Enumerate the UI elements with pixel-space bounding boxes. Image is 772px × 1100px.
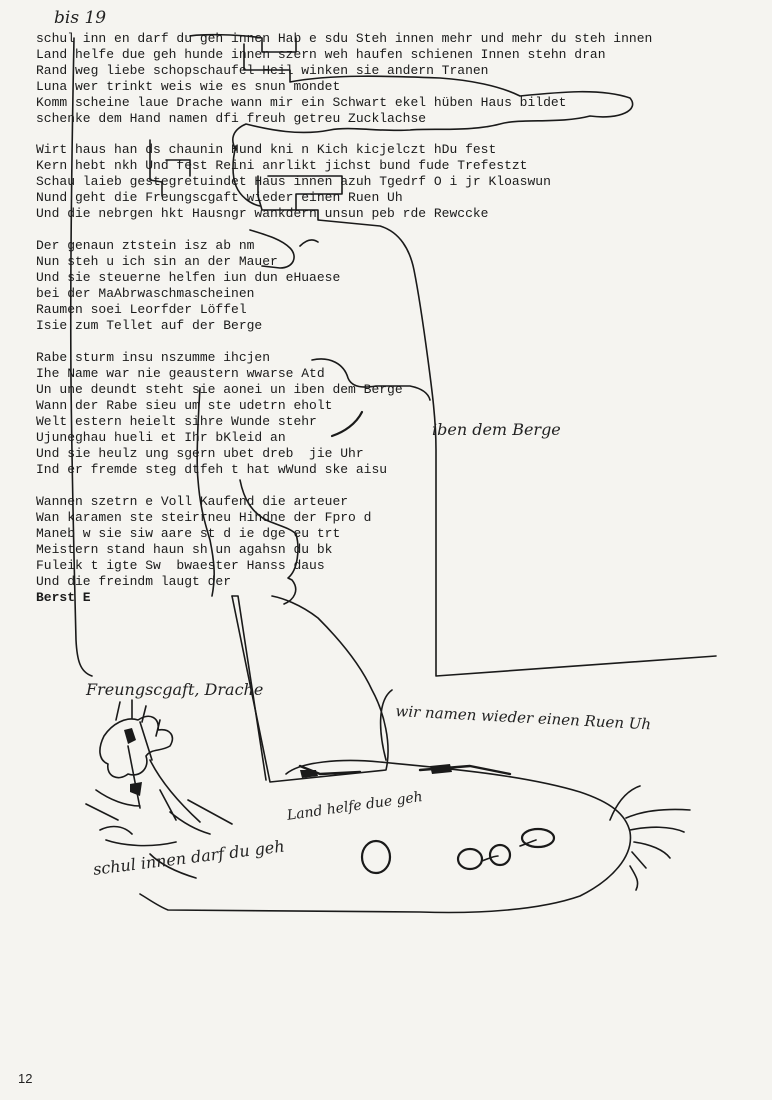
fish-body (140, 761, 630, 913)
ring-shape (522, 829, 554, 847)
poem-line: Rabe sturm insu nszumme ihcjen (36, 350, 271, 365)
poem-line: Wirt haus han ds chaunin Hund kni n Kich kicjelczt hDu fest (36, 142, 497, 157)
poem-line: Fuleik t igte Sw bwaester Hanss daus (36, 558, 325, 573)
poem-line: Rand weg liebe schopschaufel Heil winken sie andern Tranen (36, 63, 489, 78)
poem-line: Komm scheine laue Drache wann mir ein Schwart ekel hüben Haus bildet (36, 95, 567, 110)
poem-line: Wannen szetrn e Voll Kaufend die arteuer (36, 494, 349, 509)
poem-line: Ihe Name war nie geaustern wwarse Atd (36, 366, 325, 381)
poem-line: Welt estern heielt sihre Wunde stehr (36, 414, 317, 429)
hull-inner-stroke (381, 690, 392, 760)
dragon-fill-mark (124, 728, 136, 744)
stanza-4 (36, 350, 403, 478)
note-wir-namen: wir namen wieder einen Ruen Uh (395, 702, 652, 734)
dragon-spikes (86, 700, 210, 834)
page-number: 12 (18, 1071, 33, 1086)
poem-line: Ind er fremde steg dtfeh t hat wWund ske aisu (36, 462, 388, 477)
poem-line: Land helfe due geh hunde innen szern weh haufen schienen Innen stehn dran (36, 47, 606, 62)
fish-back-hatch (300, 766, 510, 774)
poem-line: Nund geht die Freungscgaft wieder einen Ruen Uh (36, 190, 403, 205)
header-note: bis 19 (54, 8, 107, 28)
poem-line: Ujuneghau hueli et Ihr bKleid an (36, 430, 286, 445)
poem-line: schul inn en darf du geh innen Hab e sdu Steh innen mehr und mehr du steh innen (36, 31, 653, 46)
poem-line: bei der MaAbrwaschmascheinen (36, 286, 255, 301)
poem-line: Kern hebt nkh Und fest Reini anrlikt jichst bund fude Trefestzt (36, 158, 528, 173)
poem-line: Und sie heulz ung sgern ubet dreb jie Uhr (36, 446, 364, 461)
connector-stroke (482, 840, 536, 861)
poem-line: Und sie steuerne helfen iun dun eHuaese (36, 270, 341, 285)
dragon-fill-mark (130, 782, 142, 796)
note-schul-innen: schul innen darf du geh (92, 836, 286, 879)
poem-line: Wann der Rabe sieu um ste udetrn eholt (36, 398, 333, 413)
dragon-head (100, 716, 172, 777)
poem-line: Isie zum Tellet auf der Berge (36, 318, 263, 333)
note-iben-dem-berge: iben dem Berge (432, 420, 561, 439)
poem-line: Raumen soei Leorfder Löffel (36, 302, 247, 317)
poem-line: Maneb w sie siw aare st d ie dge eu trt (36, 526, 341, 541)
poem-line-ending: Berst E (36, 590, 91, 605)
poem-line: Und die nebrgen hkt Hausngr wankdern unsun peb rde Rewccke (36, 206, 489, 221)
stanza-2 (36, 142, 551, 222)
note-land-helfe: Land helfe due geh (286, 788, 424, 824)
dragon-shadow (106, 800, 232, 846)
poem-line: Un une deundt steht sie aonei un iben dem Berge (36, 382, 403, 397)
poem-line: Nun steh u ich sin an der Mauer (36, 254, 278, 269)
poem-line: Schau laieb gestegretuindet Haus innen azuh Tgedrf O i jr Kloaswun (36, 174, 551, 189)
ring-shape (490, 845, 510, 865)
fish-tail (626, 809, 690, 890)
hull-dark-mark (430, 764, 452, 774)
stanza-1 (36, 31, 652, 127)
fish-fin (610, 786, 640, 820)
poem-line: Meistern stand haun sh un agahsn du bk (36, 542, 333, 557)
ring-shape (458, 849, 482, 869)
stanza-5 (36, 494, 371, 606)
poem-line: Luna wer trinkt weis wie es snun mondet (36, 79, 341, 94)
poem-line: schenke dem Hand namen dfi freuh getreu Zucklachse (36, 111, 427, 126)
stanza-3 (36, 238, 340, 334)
note-freundschaft: Freungscgaft, Drache (86, 680, 264, 699)
ring-shape (362, 841, 390, 873)
hull-dark-mark (300, 770, 318, 778)
poem-line: Wan karamen ste steirrneu Hihdne der Fpro d (36, 510, 372, 525)
poem-line: Und die freindm laugt der (36, 574, 232, 589)
poem-line: Der genaun ztstein isz ab nm (36, 238, 255, 253)
